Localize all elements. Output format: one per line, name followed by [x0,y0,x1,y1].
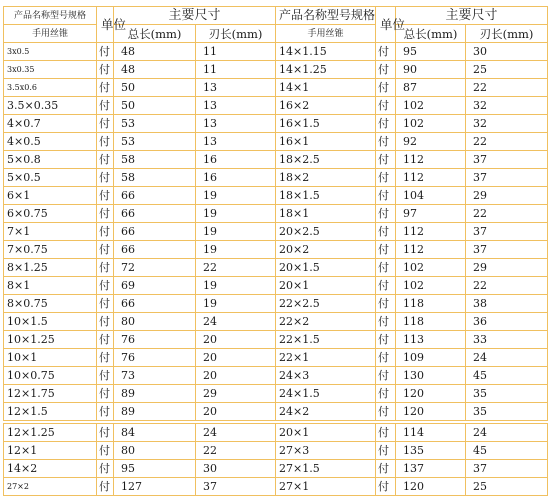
spec-cell: 20×1.5 [276,259,376,277]
spec-cell: 22×2.5 [276,295,376,313]
edge-length-cell: 13 [196,97,276,115]
total-length-cell: 89 [114,385,196,403]
total-length-cell: 118 [396,313,466,331]
table-row [4,241,548,259]
unit-cell: 付 [97,295,114,313]
total-length-cell: 50 [114,97,196,115]
unit-cell: 付 [376,349,396,367]
spec-cell: 18×1.5 [276,187,376,205]
total-length-cell: 48 [114,61,196,79]
main-dims-header-right: 主要尺寸 [396,7,548,25]
total-length-cell: 66 [114,241,196,259]
total-length-cell: 92 [396,133,466,151]
unit-cell: 付 [97,169,114,187]
edge-length-cell: 30 [196,460,276,478]
table-row [4,331,548,349]
total-length-cell: 69 [114,277,196,295]
spec-cell: 22×2 [276,313,376,331]
table-row [4,205,548,223]
unit-cell: 付 [376,43,396,61]
lower-spec-table [3,423,548,496]
total-length-cell: 102 [396,259,466,277]
spec-cell: 12×1.75 [4,385,97,403]
spec-cell: 4×0.5 [4,133,97,151]
total-length-cell: 112 [396,169,466,187]
table-row [4,133,548,151]
unit-cell: 付 [376,133,396,151]
table-row [4,223,548,241]
edge-length-cell: 24 [196,424,276,442]
unit-cell: 付 [376,61,396,79]
spec-cell: 27×1.5 [276,460,376,478]
edge-length-cell: 24 [466,424,548,442]
unit-cell: 付 [376,367,396,385]
spec-cell: 5×0.8 [4,151,97,169]
spec-cell: 3x0.5 [4,43,97,61]
edge-length-cell: 22 [466,277,548,295]
unit-cell: 付 [376,295,396,313]
total-length-cell: 120 [396,385,466,403]
total-length-cell: 137 [396,460,466,478]
unit-cell: 付 [376,385,396,403]
spec-cell: 10×0.75 [4,367,97,385]
edge-length-cell: 25 [466,61,548,79]
edge-length-cell: 22 [466,205,548,223]
unit-cell: 付 [97,61,114,79]
spec-cell: 27×2 [4,478,97,496]
spec-cell: 22×1 [276,349,376,367]
total-length-cell: 102 [396,115,466,133]
total-length-cell: 112 [396,223,466,241]
spec-cell: 16×1.5 [276,115,376,133]
edge-length-cell: 22 [466,133,548,151]
tap-type-label-right: 手用丝锥 [276,25,376,43]
total-length-cell: 66 [114,295,196,313]
table-row [4,442,548,460]
unit-cell: 付 [376,424,396,442]
unit-cell: 付 [97,205,114,223]
total-length-cell: 58 [114,169,196,187]
edge-length-cell: 19 [196,241,276,259]
total-length-cell: 66 [114,223,196,241]
table-row [4,169,548,187]
table-row [4,151,548,169]
edge-length-cell: 36 [466,313,548,331]
total-length-cell: 97 [396,205,466,223]
edge-length-cell: 29 [466,187,548,205]
unit-cell: 付 [97,367,114,385]
spec-cell: 18×2.5 [276,151,376,169]
edge-length-cell: 37 [466,460,548,478]
unit-cell: 付 [376,241,396,259]
total-length-cell: 95 [114,460,196,478]
total-length-cell: 72 [114,259,196,277]
spec-cell: 20×2 [276,241,376,259]
table-row [4,97,548,115]
edge-length-cell: 37 [466,151,548,169]
spec-cell: 24×3 [276,367,376,385]
total-length-cell: 58 [114,151,196,169]
total-length-cell: 53 [114,133,196,151]
total-length-cell: 87 [396,79,466,97]
edge-length-cell: 13 [196,133,276,151]
spec-cell: 20×1 [276,424,376,442]
edge-length-cell: 19 [196,277,276,295]
unit-cell: 付 [97,313,114,331]
unit-cell: 付 [97,424,114,442]
unit-cell: 付 [376,151,396,169]
edge-length-cell: 45 [466,442,548,460]
total-length-cell: 50 [114,79,196,97]
total-length-cell: 76 [114,331,196,349]
table-row [4,79,548,97]
edge-length-cell: 24 [466,349,548,367]
unit-header-right: 单位 [376,7,396,43]
edge-length-cell: 20 [196,331,276,349]
product-spec-header-right: 产品名称型号规格 [276,7,376,25]
unit-cell: 付 [376,331,396,349]
total-length-cell: 102 [396,97,466,115]
unit-cell: 付 [97,223,114,241]
unit-cell: 付 [97,385,114,403]
edge-length-cell: 37 [466,169,548,187]
edge-length-cell: 35 [466,385,548,403]
spec-cell: 12×1.5 [4,403,97,421]
spec-cell: 24×2 [276,403,376,421]
unit-cell: 付 [376,442,396,460]
table-row [4,187,548,205]
spec-cell: 8×1 [4,277,97,295]
total-length-cell: 102 [396,277,466,295]
edge-length-cell: 22 [196,442,276,460]
spec-cell: 20×1 [276,277,376,295]
spec-cell: 20×2.5 [276,223,376,241]
product-spec-header: 产品名称型号规格 [4,7,97,25]
unit-cell: 付 [97,241,114,259]
total-length-header: 总长(mm) [114,25,196,43]
table-row [4,460,548,478]
total-length-cell: 112 [396,151,466,169]
unit-cell: 付 [376,79,396,97]
spec-cell: 10×1.25 [4,331,97,349]
spec-cell: 12×1 [4,442,97,460]
unit-cell: 付 [376,115,396,133]
unit-cell: 付 [97,277,114,295]
spec-cell: 27×1 [276,478,376,496]
spec-cell: 6×1 [4,187,97,205]
total-length-cell: 48 [114,43,196,61]
table-row [4,313,548,331]
unit-cell: 付 [97,97,114,115]
upper-spec-table [3,6,548,421]
edge-length-cell: 20 [196,367,276,385]
table-row [4,385,548,403]
total-length-cell: 135 [396,442,466,460]
edge-length-cell: 16 [196,151,276,169]
unit-cell: 付 [376,460,396,478]
unit-cell: 付 [97,133,114,151]
spec-cell: 10×1.5 [4,313,97,331]
unit-cell: 付 [97,403,114,421]
edge-length-cell: 11 [196,61,276,79]
spec-cell: 4×0.7 [4,115,97,133]
spec-cell: 7×1 [4,223,97,241]
tap-type-label: 手用丝锥 [4,25,97,43]
edge-length-cell: 13 [196,115,276,133]
total-length-cell: 118 [396,295,466,313]
table-row [4,259,548,277]
spec-cell: 10×1 [4,349,97,367]
total-length-cell: 112 [396,241,466,259]
spec-cell: 12×1.25 [4,424,97,442]
edge-length-cell: 20 [196,349,276,367]
edge-length-cell: 19 [196,223,276,241]
unit-cell: 付 [97,259,114,277]
spec-cell: 7×0.75 [4,241,97,259]
unit-cell: 付 [376,478,396,496]
edge-length-cell: 37 [466,223,548,241]
total-length-cell: 113 [396,331,466,349]
spec-cell: 14×1.25 [276,61,376,79]
edge-length-header: 刃长(mm) [196,25,276,43]
spec-cell: 24×1.5 [276,385,376,403]
spec-cell: 18×2 [276,169,376,187]
unit-cell: 付 [97,349,114,367]
total-length-cell: 66 [114,187,196,205]
edge-length-cell: 32 [466,115,548,133]
edge-length-cell: 25 [466,478,548,496]
spec-cell: 3x0.35 [4,61,97,79]
edge-length-cell: 33 [466,331,548,349]
total-length-cell: 76 [114,349,196,367]
spec-cell: 8×0.75 [4,295,97,313]
total-length-cell: 73 [114,367,196,385]
total-length-cell: 127 [114,478,196,496]
total-length-cell: 109 [396,349,466,367]
edge-length-cell: 22 [196,259,276,277]
edge-length-cell: 30 [466,43,548,61]
table-row [4,424,548,442]
unit-cell: 付 [376,277,396,295]
edge-length-cell: 37 [466,241,548,259]
table-row [4,403,548,421]
unit-header: 单位 [97,7,114,43]
spec-cell: 18×1 [276,205,376,223]
edge-length-cell: 19 [196,295,276,313]
edge-length-header-right: 刃长(mm) [466,25,548,43]
unit-cell: 付 [376,403,396,421]
spec-cell: 22×1.5 [276,331,376,349]
unit-cell: 付 [97,460,114,478]
spec-cell: 16×1 [276,133,376,151]
spec-cell: 6×0.75 [4,205,97,223]
unit-cell: 付 [376,97,396,115]
table-row [4,478,548,496]
unit-cell: 付 [376,187,396,205]
spec-cell: 3.5x0.6 [4,79,97,97]
unit-cell: 付 [97,43,114,61]
table-row [4,367,548,385]
total-length-header-right: 总长(mm) [396,25,466,43]
total-length-cell: 66 [114,205,196,223]
table-row [4,61,548,79]
spec-cell: 3.5×0.35 [4,97,97,115]
edge-length-cell: 29 [466,259,548,277]
total-length-cell: 90 [396,61,466,79]
edge-length-cell: 19 [196,205,276,223]
edge-length-cell: 19 [196,187,276,205]
total-length-cell: 120 [396,403,466,421]
total-length-cell: 80 [114,442,196,460]
unit-cell: 付 [97,478,114,496]
spec-cell: 27×3 [276,442,376,460]
main-dims-header: 主要尺寸 [114,7,276,25]
edge-length-cell: 45 [466,367,548,385]
spec-cell: 14×1 [276,79,376,97]
table-row [4,277,548,295]
total-length-cell: 114 [396,424,466,442]
edge-length-cell: 35 [466,403,548,421]
edge-length-cell: 16 [196,169,276,187]
unit-cell: 付 [97,151,114,169]
total-length-cell: 104 [396,187,466,205]
edge-length-cell: 38 [466,295,548,313]
table-row [4,295,548,313]
edge-length-cell: 24 [196,313,276,331]
total-length-cell: 89 [114,403,196,421]
total-length-cell: 84 [114,424,196,442]
unit-cell: 付 [376,205,396,223]
spec-cell: 14×2 [4,460,97,478]
total-length-cell: 53 [114,115,196,133]
total-length-cell: 130 [396,367,466,385]
unit-cell: 付 [97,331,114,349]
unit-cell: 付 [97,115,114,133]
unit-cell: 付 [376,313,396,331]
spec-cell: 8×1.25 [4,259,97,277]
edge-length-cell: 29 [196,385,276,403]
edge-length-cell: 20 [196,403,276,421]
unit-cell: 付 [97,187,114,205]
unit-cell: 付 [97,442,114,460]
edge-length-cell: 13 [196,79,276,97]
table-row [4,43,548,61]
unit-cell: 付 [97,79,114,97]
unit-cell: 付 [376,259,396,277]
edge-length-cell: 22 [466,79,548,97]
table-row [4,115,548,133]
total-length-cell: 120 [396,478,466,496]
edge-length-cell: 32 [466,97,548,115]
edge-length-cell: 11 [196,43,276,61]
total-length-cell: 80 [114,313,196,331]
spec-cell: 16×2 [276,97,376,115]
table-row [4,349,548,367]
unit-cell: 付 [376,169,396,187]
spec-cell: 14×1.15 [276,43,376,61]
unit-cell: 付 [376,223,396,241]
spec-cell: 5×0.5 [4,169,97,187]
total-length-cell: 95 [396,43,466,61]
edge-length-cell: 37 [196,478,276,496]
